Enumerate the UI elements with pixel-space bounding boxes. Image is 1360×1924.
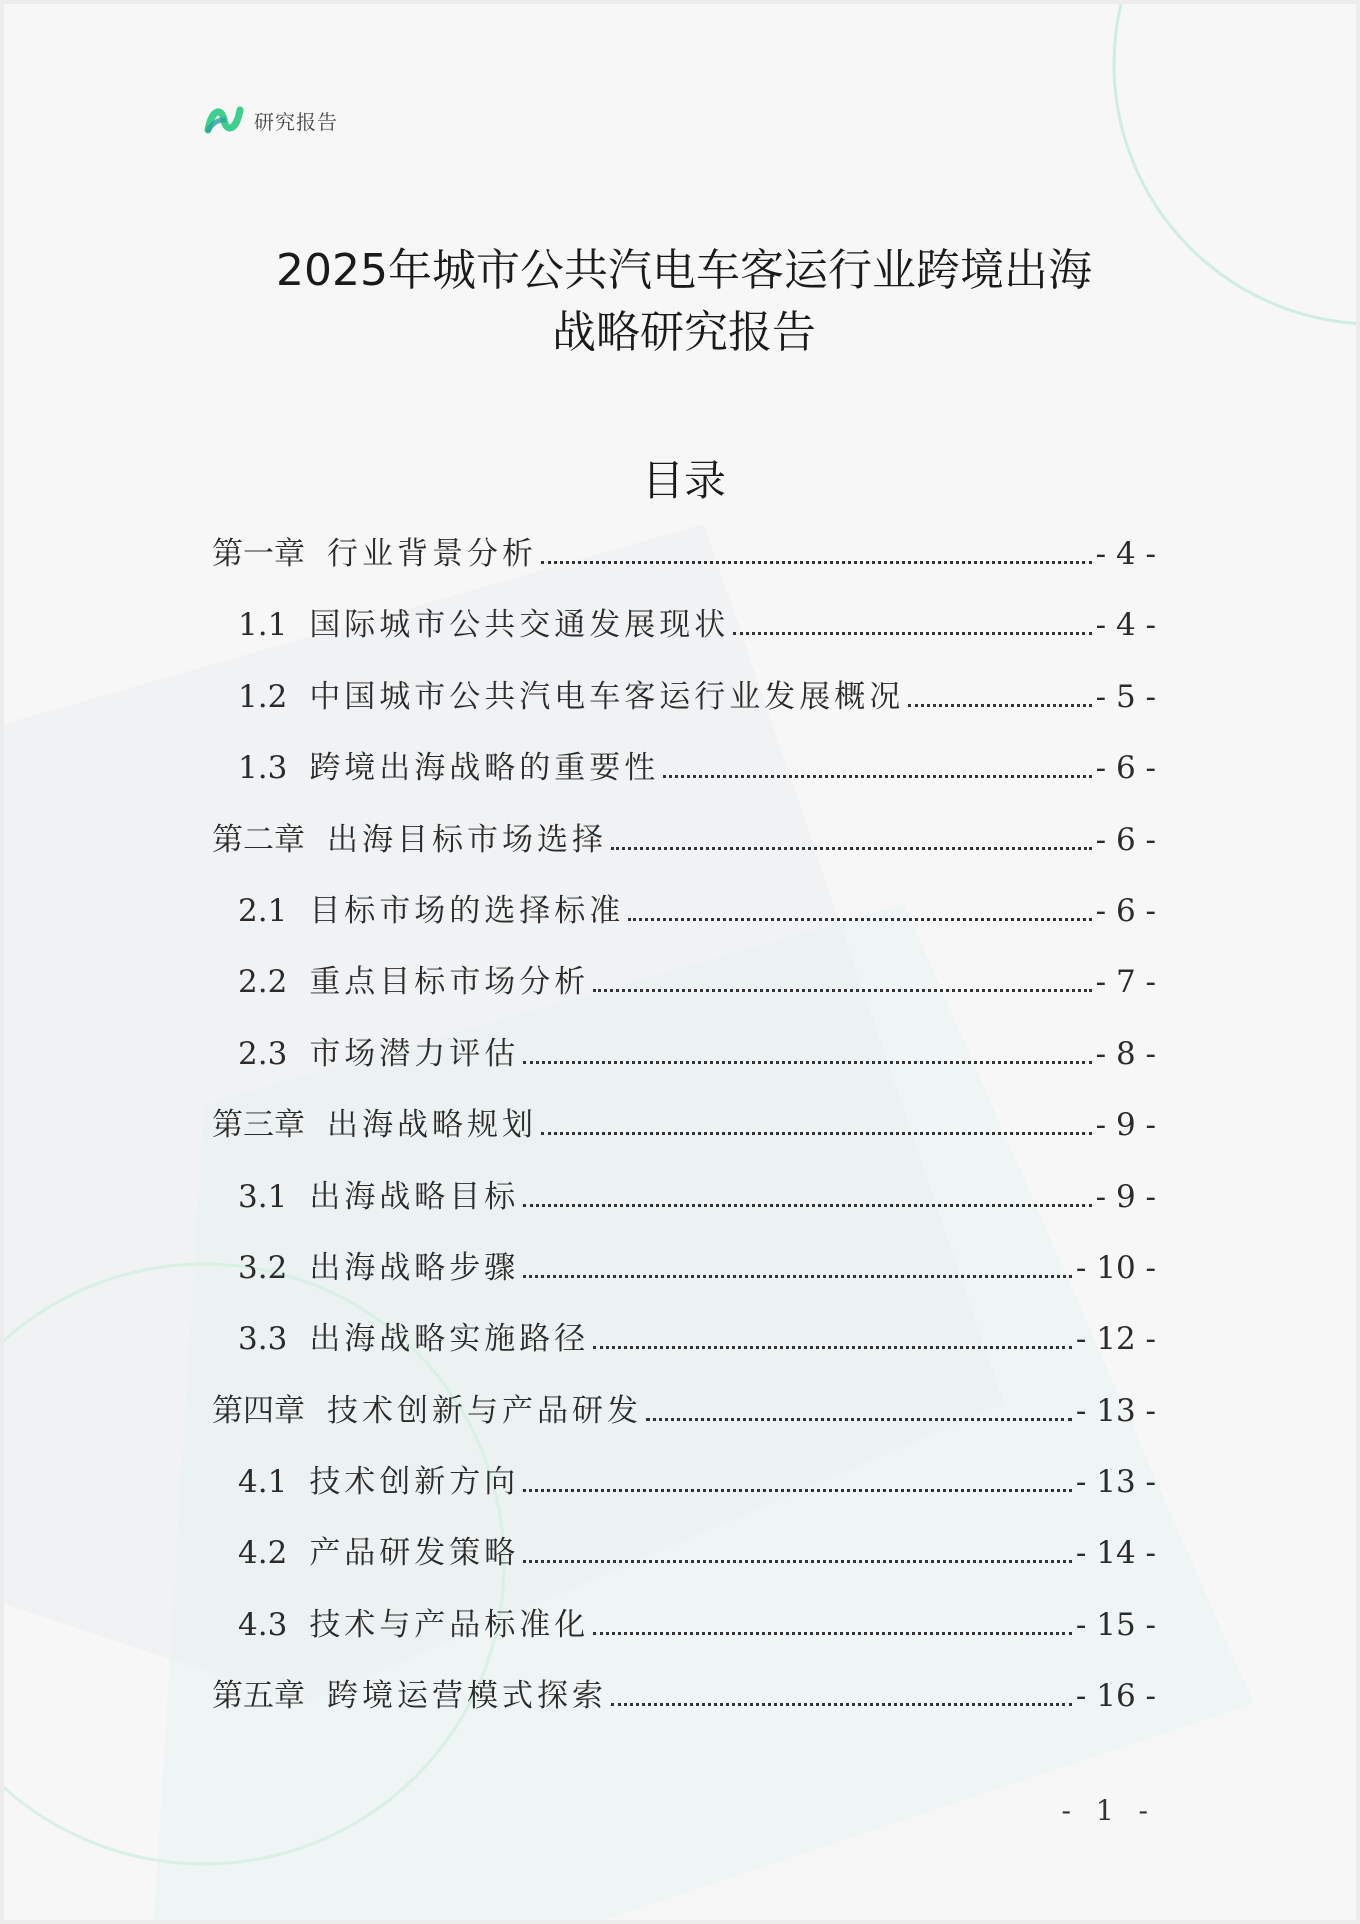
toc-entry-label: 目标市场的选择标准: [309, 892, 625, 929]
toc-entry-label: 跨境出海战略的重要性: [309, 750, 660, 787]
toc-section-entry[interactable]: [212, 881, 1156, 952]
toc-dot-leader: [523, 1204, 1091, 1207]
toc-dot-leader: [611, 1703, 1072, 1706]
toc-entry-page: - 6 -: [1095, 821, 1156, 858]
toc-entry-number: 第一章: [212, 536, 305, 572]
toc-entry-label: 重点目标市场分析: [309, 964, 590, 1001]
toc-entry-number: 3.1: [238, 1178, 288, 1215]
toc-entry-label: 出海战略规划: [327, 1107, 537, 1144]
toc-entry-page: - 4 -: [1095, 607, 1156, 644]
toc-entry-page: - 7 -: [1095, 964, 1156, 1001]
page-number: - 1 -: [1061, 1794, 1156, 1827]
toc-entry-page: - 16 -: [1075, 1678, 1156, 1715]
toc-entry-page: - 9 -: [1095, 1178, 1156, 1215]
toc-entry-page: - 15 -: [1075, 1606, 1156, 1643]
toc-entry-page: - 13 -: [1075, 1392, 1156, 1429]
toc-entry-page: - 13 -: [1075, 1464, 1156, 1501]
toc-section-entry[interactable]: [212, 738, 1156, 809]
toc-section-entry[interactable]: [212, 952, 1156, 1023]
toc-entry-label: 技术创新方向: [309, 1464, 520, 1501]
toc-section-entry[interactable]: [212, 1238, 1156, 1309]
toc-dot-leader: [523, 1061, 1091, 1064]
toc-section-entry[interactable]: [212, 1595, 1156, 1666]
toc-entry-label: 行业背景分析: [327, 536, 537, 572]
toc-entry-label: 出海战略实施路径: [309, 1321, 590, 1358]
toc-entry-label: 技术与产品标准化: [309, 1606, 590, 1643]
toc-section-entry[interactable]: [212, 667, 1156, 738]
toc-entry-number: 2.1: [238, 892, 288, 929]
toc-chapter-entry[interactable]: [212, 1381, 1156, 1452]
toc-entry-number: 4.3: [238, 1606, 288, 1643]
toc-chapter-entry[interactable]: [212, 1666, 1156, 1737]
toc-entry-label: 产品研发策略: [309, 1535, 520, 1572]
toc-entry-page: - 9 -: [1095, 1107, 1156, 1144]
toc-section-entry[interactable]: [212, 1523, 1156, 1594]
toc-entry-page: - 5 -: [1095, 678, 1156, 715]
toc-entry-number: 3.2: [238, 1249, 288, 1286]
toc-entry-page: - 12 -: [1075, 1321, 1156, 1358]
toc-dot-leader: [628, 918, 1091, 921]
toc-entry-label: 跨境运营模式探索: [327, 1678, 607, 1715]
toc-chapter-entry[interactable]: [212, 1095, 1156, 1166]
toc-entry-number: 1.2: [238, 678, 288, 715]
toc-dot-leader: [593, 989, 1091, 992]
toc-section-entry[interactable]: [212, 595, 1156, 666]
toc-entry-label: 市场潜力评估: [309, 1035, 520, 1072]
toc-dot-leader: [733, 632, 1091, 635]
toc-dot-leader: [523, 1489, 1072, 1492]
toc-section-entry[interactable]: [212, 1024, 1156, 1095]
toc-entry-number: 1.1: [238, 607, 288, 644]
title-line-2: 战略研究报告: [552, 307, 816, 358]
toc-dot-leader: [593, 1632, 1072, 1635]
toc-entry-page: - 6 -: [1095, 750, 1156, 787]
toc-dot-leader: [541, 1132, 1092, 1135]
toc-entry-number: 2.3: [238, 1035, 288, 1072]
toc-entry-label: 中国城市公共汽电车客运行业发展概况: [309, 678, 905, 715]
toc-section-entry[interactable]: [212, 1167, 1156, 1238]
toc-entry-label: 出海战略步骤: [309, 1249, 520, 1286]
toc-dot-leader: [611, 847, 1092, 850]
toc-dot-leader: [908, 704, 1091, 707]
toc-entry-number: 1.3: [238, 750, 288, 787]
toc-dot-leader: [663, 775, 1091, 778]
toc-chapter-entry[interactable]: [212, 810, 1156, 881]
toc-entry-number: 4.2: [238, 1535, 288, 1572]
toc-dot-leader: [523, 1560, 1072, 1563]
toc-chapter-entry[interactable]: [212, 524, 1156, 595]
table-of-contents: [212, 524, 1156, 1738]
toc-entry-label: 出海战略目标: [309, 1178, 520, 1215]
toc-entry-label: 出海目标市场选择: [327, 821, 607, 858]
toc-entry-page: - 4 -: [1095, 536, 1156, 572]
report-header: [204, 100, 338, 140]
document-page: [4, 4, 1356, 1920]
toc-entry-number: 第二章: [212, 821, 305, 858]
toc-entry-number: 4.1: [238, 1464, 288, 1501]
toc-section-entry[interactable]: [212, 1309, 1156, 1380]
title-line-1: 2025年城市公共汽电车客运行业跨境出海: [276, 245, 1092, 296]
toc-entry-page: - 8 -: [1095, 1035, 1156, 1072]
toc-entry-number: 第三章: [212, 1107, 305, 1144]
toc-dot-leader: [593, 1346, 1072, 1349]
toc-dot-leader: [646, 1418, 1072, 1421]
toc-dot-leader: [523, 1275, 1072, 1278]
toc-entry-number: 第五章: [212, 1678, 305, 1715]
brand-logo-icon: [204, 102, 244, 138]
toc-entry-label: 国际城市公共交通发展现状: [309, 607, 730, 644]
toc-entry-number: 3.3: [238, 1321, 288, 1358]
toc-entry-page: - 14 -: [1075, 1535, 1156, 1572]
toc-entry-number: 2.2: [238, 964, 288, 1001]
toc-dot-leader: [541, 561, 1092, 564]
toc-heading: 目录: [641, 456, 726, 505]
toc-entry-page: - 10 -: [1075, 1249, 1156, 1286]
toc-entry-label: 技术创新与产品研发: [327, 1392, 642, 1429]
header-label: 研究报告: [254, 109, 338, 134]
toc-section-entry[interactable]: [212, 1452, 1156, 1523]
document-title: [204, 240, 1164, 364]
toc-entry-number: 第四章: [212, 1392, 305, 1429]
toc-entry-page: - 6 -: [1095, 892, 1156, 929]
